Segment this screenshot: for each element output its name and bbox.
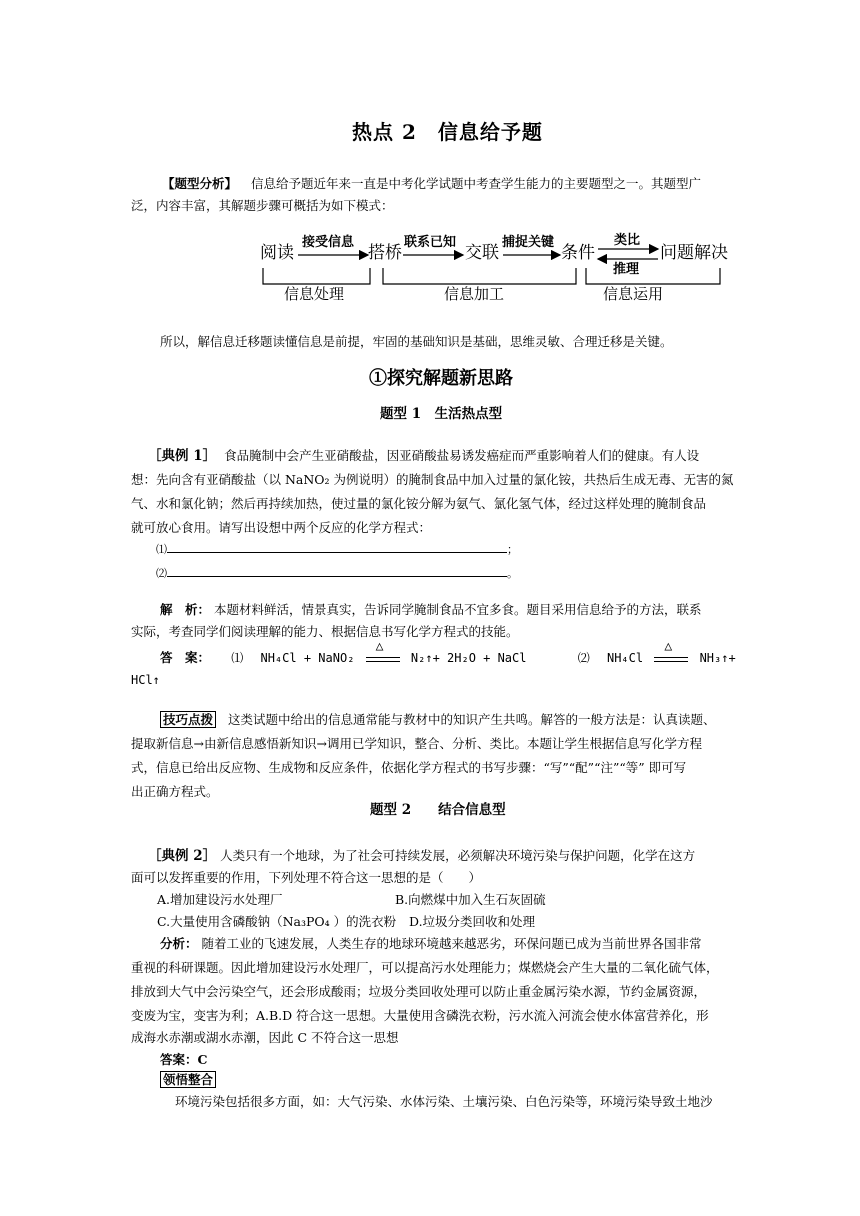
blank1-num: ⑴ <box>156 543 167 556</box>
eq2-num: ⑵ <box>577 651 590 665</box>
intro-paragraph-line1 <box>162 174 701 194</box>
analysis2-text-4: 变废为宝，变害为利；A.B.D 符合这一思想。大量使用含磷洗衣粉，污水流入河流会使水体富营养化，形 <box>131 1008 709 1023</box>
intro-label: 【题型分析】 <box>162 176 238 191</box>
tip-text-4: 出正确方程式。 <box>131 784 219 799</box>
example2-line1 <box>148 846 695 866</box>
intro-text-2: 泛，内容丰富，其解题步骤可概括为如下模式： <box>131 198 394 213</box>
integrate-text-1: 环境污染包括很多方面，如：大气污染、水体污染、土壤污染、白色污染等，环境污染导致土地沙 <box>175 1094 713 1109</box>
analysis2-label: 分析： <box>160 936 198 951</box>
eq2-tail: HCl↑ <box>131 673 160 687</box>
blank2-end: 。 <box>507 567 518 580</box>
flow-link-known: 联系已知 <box>404 235 457 250</box>
eq2-products: NH₃↑+ <box>699 651 736 665</box>
option-d: D.垃圾分类回收和处理 <box>409 914 536 929</box>
example1-text-1: 食品腌制中会产生亚硝酸盐，因亚硝酸盐易诱发癌症而严重影响着人们的健康。有人设 <box>224 448 700 463</box>
integrate-label-wrap <box>160 1070 216 1090</box>
answer-blank-1 <box>156 540 518 560</box>
eq1-reactants: NH₄Cl + NaNO₂ <box>260 651 355 665</box>
example1-text-3: 气、水和氯化钠；然后再持续加热，使过量的氯化铵分解为氨气、氯化氢气体，经过这样处理的腌制食品 <box>131 496 707 511</box>
tip-text-2: 提取新信息→由新信息感悟新知识→调用已学知识，整合、分析、类比。本题让学生根据信息写化学方程 <box>131 736 702 751</box>
example2-text-1: 人类只有一个地球，为了社会可持续发展，必须解决环境污染与保护问题，化学在这方 <box>220 848 696 863</box>
eq1-delta: △ <box>375 639 384 654</box>
blank2-num: ⑵ <box>156 567 167 580</box>
example2-text-2: 面可以发挥重要的作用，下列处理不符合这一思想的是（ ） <box>131 870 482 885</box>
analysis2-text-3: 排放到大气中会污染空气，还会形成酸雨；垃圾分类回收处理可以防止重金属污染水源，节约金属资源， <box>131 984 707 999</box>
flow-process: 信息处理 <box>284 285 345 303</box>
option-c: C.大量使用含磷酸钠（Na₃PO₄ ）的洗衣粉 <box>157 914 397 929</box>
section-heading-1: ①探究解题新思路 <box>369 368 513 389</box>
flow-read: 阅读 <box>260 243 294 263</box>
tip-text-3: 式，信息已给出反应物、生成物和反应条件，依据化学方程式的书写步骤：“写”“配”“注”“等” 即可写 <box>131 760 687 775</box>
example1-label: ［典例 1］ <box>148 448 217 464</box>
analysis2-text-1: 随着工业的飞速发展，人类生存的地球环境越来越恶劣，环保问题已成为当前世界各国非常 <box>201 936 702 951</box>
analysis1-line1 <box>160 600 702 620</box>
integrate-label: 领悟整合 <box>160 1071 216 1088</box>
page-title: 热点 2 信息给予题 <box>352 120 543 144</box>
solving-flow-diagram <box>258 228 728 306</box>
eq2-delta: △ <box>664 639 673 654</box>
eq2-reactants: NH₄Cl <box>606 651 644 665</box>
flow-refine: 信息加工 <box>444 285 505 303</box>
answer2: 答案：C <box>160 1052 208 1067</box>
tip-text-1: 这类试题中给出的信息通常能与教材中的知识产生共鸣。解答的一般方法是：认真读题、 <box>228 712 716 727</box>
eq1-heat-arrow <box>366 639 400 662</box>
flow-capture-key: 捕捉关键 <box>502 235 555 250</box>
analysis2-line1 <box>160 934 702 954</box>
example1-text-4: 就可放心食用。请写出设想中两个反应的化学方程式： <box>131 520 432 535</box>
analysis1-text-1: 本题材料鲜活，情景真实，告诉同学腌制食品不宜多食。题目采用信息给予的方法，联系 <box>214 602 702 617</box>
flow-receive: 接受信息 <box>302 235 355 250</box>
tip-label: 技巧点拨 <box>160 711 216 728</box>
flow-bridge: 搭桥 <box>368 243 402 263</box>
example1-text-2: 想：先向含有亚硝酸盐（以 NaNO₂ 为例说明）的腌制食品中加入过量的氯化铵，共热后生成无毒、无害的氮 <box>131 472 734 487</box>
eq1-products: N₂↑+ 2H₂O + NaCl <box>410 651 527 665</box>
option-a: A.增加建设污水处理厂 <box>157 892 283 907</box>
blank1-end: ； <box>507 543 518 556</box>
type2-heading: 题型 2 结合信息型 <box>370 802 506 818</box>
answer1-label: 答 案： <box>160 650 211 665</box>
eq2-heat-arrow <box>654 639 688 662</box>
flow-solve: 问题解决 <box>660 243 728 263</box>
analysis1-text-2: 实际，考查同学们阅读理解的能力、根据信息书写化学方程式的技能。 <box>131 624 519 639</box>
example2-label: ［典例 2］ <box>148 848 217 864</box>
flow-apply: 信息运用 <box>603 285 664 303</box>
flow-analogy: 类比 <box>614 233 641 248</box>
analysis2-text-2: 重视的科研课题。因此增加建设污水处理厂，可以提高污水处理能力；煤燃烧会产生大量的二氧化硫气体， <box>131 960 719 975</box>
option-b: B.向燃煤中加入生石灰固硫 <box>395 892 546 907</box>
intro-text-1: 信息给予题近年来一直是中考化学试题中考查学生能力的主要题型之一。其题型广 <box>251 176 702 191</box>
flow-intersect: 交联 <box>465 243 499 263</box>
analysis1-label: 解 析： <box>160 602 211 617</box>
flow-condition: 条件 <box>561 243 595 263</box>
answer1-line <box>160 639 736 668</box>
tip-line1 <box>160 710 716 730</box>
type1-heading: 题型 1 生活热点型 <box>380 406 503 422</box>
analysis2-text-5: 成海水赤潮或湖水赤潮，因此 C 不符合这一思想 <box>131 1030 399 1045</box>
example1-line1 <box>148 446 699 466</box>
answer-blank-2 <box>156 564 518 584</box>
flow-inference: 推理 <box>613 262 640 277</box>
summary-text: 所以，解信息迁移题读懂信息是前提，牢固的基础知识是基础，思维灵敏、合理迁移是关键。 <box>160 334 673 349</box>
eq1-num: ⑴ <box>231 651 244 665</box>
